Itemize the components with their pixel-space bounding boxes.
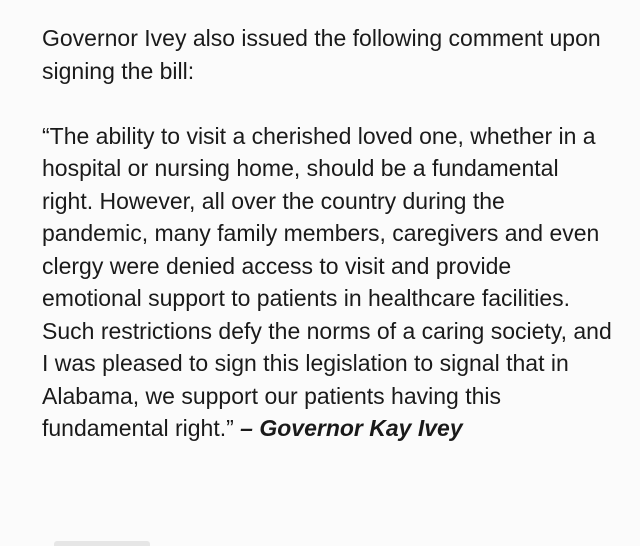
intro-paragraph: Governor Ivey also issued the following comment upon signing the bill: (42, 25, 601, 84)
quote-text: “The ability to visit a cherished loved one, whether in a hospital or nursing home, should be a fundamental right. However, all over the country during the pandemic, many family members, caregivers and even clergy were denied access to visit and provide emotional support to patients in healthcare facilities. Such restrictions defy the norms of a caring society, and I was pleased to sign this legislation to signal that in Alabama, we support our patients having this fundamental right.” (42, 122, 612, 441)
cut-off-element (54, 541, 150, 546)
document-body (42, 22, 612, 445)
quote-paragraph (42, 120, 612, 445)
quote-attribution: – Governor Kay Ivey (240, 415, 463, 441)
